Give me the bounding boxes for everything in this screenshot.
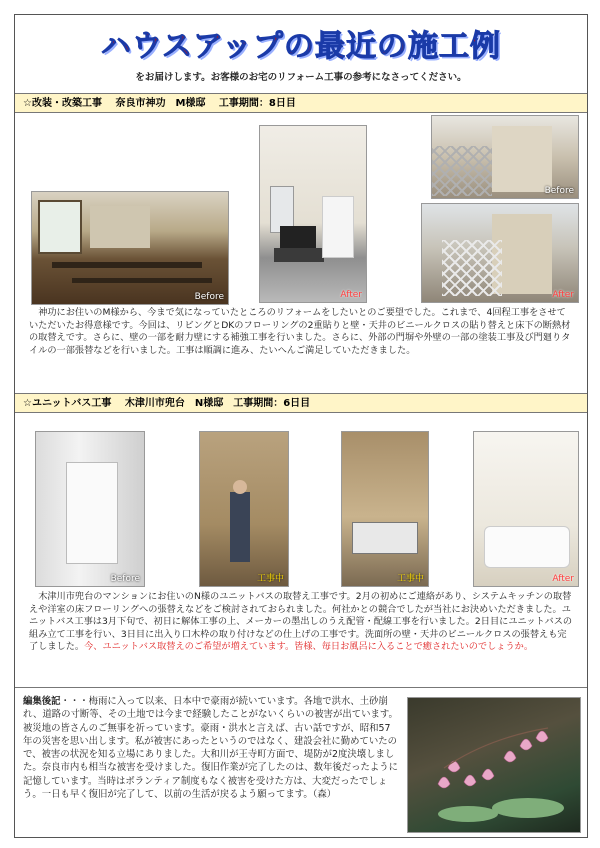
editor-note [23, 695, 399, 801]
before-label: Before [194, 292, 224, 302]
in-progress-label: 工事中 [396, 574, 424, 584]
editor-note-text: ・・・梅雨に入って以来、日本中で豪雨が続いています。各地で洪水、土砂崩れ、道路の寸断等、その土地では今まで経験したことがないくらいの被害が出ています。被災地の皆さんのご無事を祈っています。豪雨・洪水と言えば、古い話ですが、昭和57年の災害を思い出します。私が被害にあったというのではなく、建設会社に勤めていたので、被害の状況を知る立場にありました。大和川が王寺町方面で、堤防が2度決壊しました。奈良市内も相当な被害を受けました。復旧作業が完了したのは、数年後だったように記憶しています。当時はボランティア制度もなく被害を受けた方は、大変だったでしょう。一日も早く復旧が完了して、以前の生活が戻るよう願ってます。（森） [23, 696, 399, 801]
divider [15, 687, 587, 688]
section1-text: 神功にお住いのM様から、今まで気になっていたところのリフォームをしたいとのご要望でした。これまで、4回程工事をさせていただいたお得意様です。今回は、リビングとDKのフローリングの2重貼りと壁・天井のビニールクロスの貼り替えと床下の断熱材の取替えです。さらに、壁の一部を耐力壁にする補強工事を行いました。さらに、外部の門塀や外壁の一部の塗装工事及び門廻りタイルの一部張替などを行いました。工事は順調に進み、たいへんご満足していただきました。 [29, 307, 571, 356]
after-label: After [552, 574, 574, 584]
after-label: After [552, 290, 574, 300]
flower-photo [407, 697, 581, 833]
gate-after-photo [421, 203, 579, 303]
section2-text-highlight: 今、ユニットバス取替えのご希望が増えています。皆様、毎日お風呂に入ることで癒されたいのでしょうか。 [84, 641, 534, 653]
bath-before-photo [35, 431, 145, 587]
section1-heading: ☆改装・改築工事 奈良市神功 M様邸 工事期間：8日目 [15, 93, 587, 113]
section2-heading: ☆ユニットバス工事 木津川市兜台 N様邸 工事期間：6日目 [15, 393, 587, 413]
in-progress-label: 工事中 [256, 574, 284, 584]
page-title: ハウスアップの最近の施工例 [101, 29, 501, 64]
flower-graphic [408, 698, 580, 832]
bath-work1-photo [199, 431, 289, 587]
editor-note-label: 編集後記 [23, 696, 61, 707]
gate-before-photo [431, 115, 579, 199]
bath-work2-photo [341, 431, 429, 587]
bath-after-photo [473, 431, 579, 587]
newsletter-frame [14, 14, 588, 838]
section2-text [29, 591, 573, 654]
page-subtitle: をお届けします。お客様のお宅のリフォーム工事の参考になさってください。 [135, 72, 467, 83]
floor-before-photo [31, 191, 229, 305]
section2-text-main: 木津川市兜台のマンションにお住いのN様のユニットバスの取替え工事です。2月の初めにご連絡があり、システムキッチンの取替えや洋室の床フローリングへの張替えなどをご検討されておられました。何社かとの競合でしたが当社にお決めいただきました。ユニットバス工事は3月下旬で、初日に解体工事の上、メーカーの墨出しのうえ配管・配線工事を行いました。2日目にユニットバスの組み立て工事を行い、3日目に出入り口木枠の取り付けなどの仕上げの工事です。洗面所の壁・天井のビニールクロスの張替えも完了しました。 [29, 591, 573, 653]
before-label: Before [544, 186, 574, 196]
before-label: Before [110, 574, 140, 584]
room-after-photo [259, 125, 367, 303]
after-label: After [340, 290, 362, 300]
